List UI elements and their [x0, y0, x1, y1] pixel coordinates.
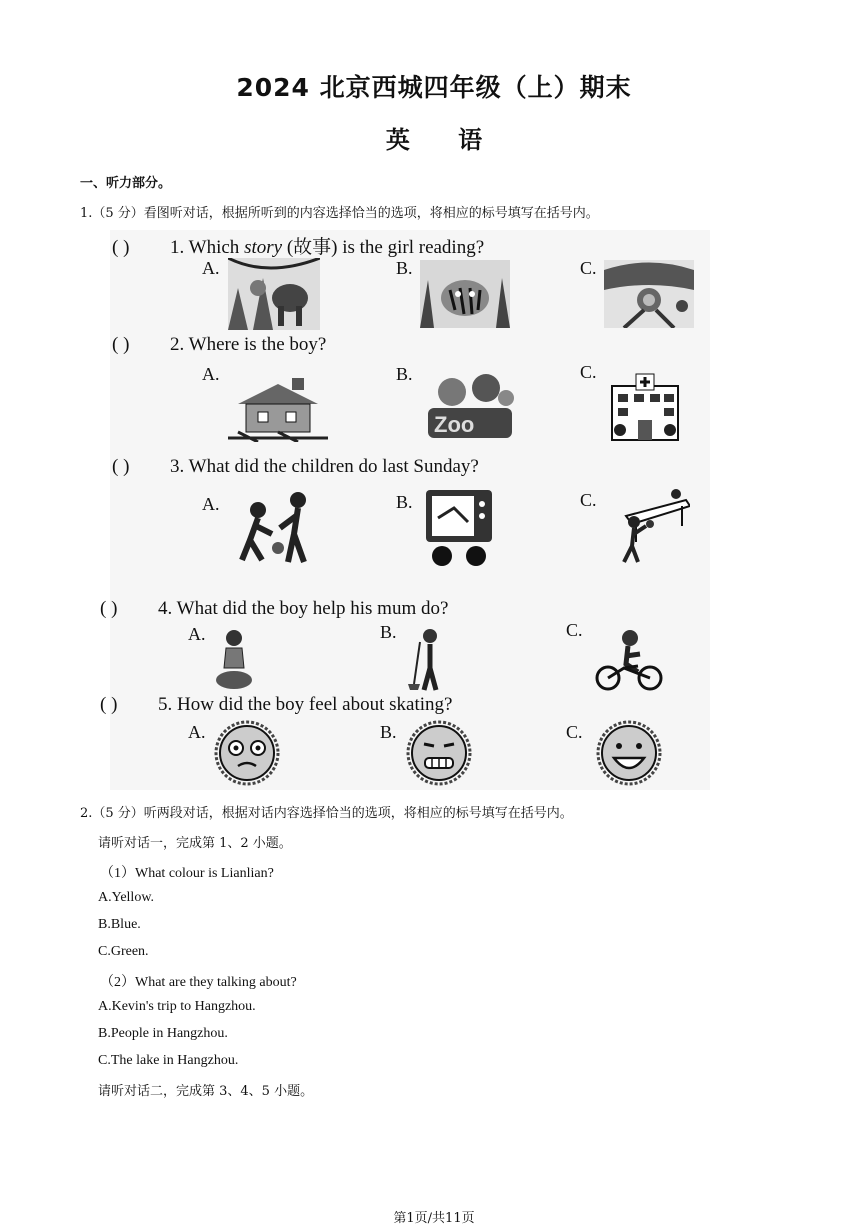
subquestion-2-option-c[interactable]: C.The lake in Hangzhou.	[98, 1053, 239, 1068]
answer-bracket[interactable]: ( )	[100, 694, 118, 715]
answer-bracket[interactable]: ( )	[112, 334, 130, 355]
question1-instruction: 1.（5 分）看图听对话，根据所听到的内容选择恰当的选项，将相应的标号填写在括号内。	[80, 206, 599, 221]
farm-picture	[228, 374, 328, 442]
dialog1-note: 请听对话一，完成第 1、2 小题。	[98, 836, 292, 851]
subquestion-1: （1）What colour is Lianlian?	[100, 866, 274, 881]
zoo-picture	[420, 370, 518, 442]
hospital-picture	[606, 372, 684, 444]
basketball-picture	[228, 488, 324, 568]
subquestion-2: （2）What are they talking about?	[100, 975, 297, 990]
option-b-label: B.	[396, 258, 413, 278]
option-b-label: B.	[380, 622, 397, 642]
subquestion-1-option-b[interactable]: B.Blue.	[98, 917, 141, 932]
answer-bracket[interactable]: ( )	[112, 237, 130, 258]
page-title: 2024 北京西城四年级（上）期末	[236, 73, 632, 102]
option-c-label: C.	[580, 490, 597, 510]
answer-bracket[interactable]: ( )	[100, 598, 118, 619]
svg-text:Zoo: Zoo	[434, 412, 475, 437]
section-heading-listening: 一、听力部分。	[80, 176, 172, 191]
washing-clothes-picture	[214, 628, 254, 692]
sweeping-picture	[406, 628, 448, 692]
option-c-label: C.	[566, 620, 583, 640]
subquestion-1-option-c[interactable]: C.Green.	[98, 944, 149, 959]
monkey-tree-picture	[604, 260, 694, 328]
subquestion-1-option-a[interactable]: A.Yellow.	[98, 890, 155, 905]
picture-question-3: ( ) 3. What did the children do last Sunday?	[112, 456, 479, 477]
cycling-picture	[594, 628, 664, 692]
option-a-label: A.	[188, 722, 206, 742]
option-c-label: C.	[580, 258, 597, 278]
option-b-label: B.	[380, 722, 397, 742]
option-a-label: A.	[202, 258, 220, 278]
option-a-label: A.	[202, 364, 220, 384]
option-a-label: A.	[188, 624, 206, 644]
subject-title: 英 语	[385, 126, 483, 154]
happy-face-picture	[596, 720, 662, 786]
jungle-animals-picture	[228, 258, 320, 330]
answer-bracket[interactable]: ( )	[112, 456, 130, 477]
dialog2-note: 请听对话二，完成第 3、4、5 小题。	[98, 1084, 314, 1099]
picture-question-5: ( ) 5. How did the boy feel about skating?	[100, 694, 453, 715]
page-number: 第1页/共11页	[393, 1211, 475, 1226]
picture-question-4: ( ) 4. What did the boy help his mum do?	[100, 598, 449, 619]
option-b-label: B.	[396, 364, 413, 384]
tv-picture	[424, 488, 494, 568]
option-c-label: C.	[566, 722, 583, 742]
picture-question-2: ( ) 2. Where is the boy?	[112, 334, 327, 355]
picture-question-1: ( ) 1. Which story (故事) is the girl reading?	[112, 237, 485, 258]
option-c-label: C.	[580, 362, 597, 382]
subquestion-2-option-a[interactable]: A.Kevin's trip to Hangzhou.	[98, 999, 256, 1014]
ping-pong-picture	[606, 486, 690, 564]
nervous-face-picture	[406, 720, 472, 786]
option-b-label: B.	[396, 492, 413, 512]
option-a-label: A.	[202, 494, 220, 514]
tiger-picture	[420, 260, 510, 328]
scared-face-picture	[214, 720, 280, 786]
subquestion-2-option-b[interactable]: B.People in Hangzhou.	[98, 1026, 228, 1041]
question2-instruction: 2.（5 分）听两段对话，根据对话内容选择恰当的选项，将相应的标号填写在括号内。	[80, 806, 573, 821]
